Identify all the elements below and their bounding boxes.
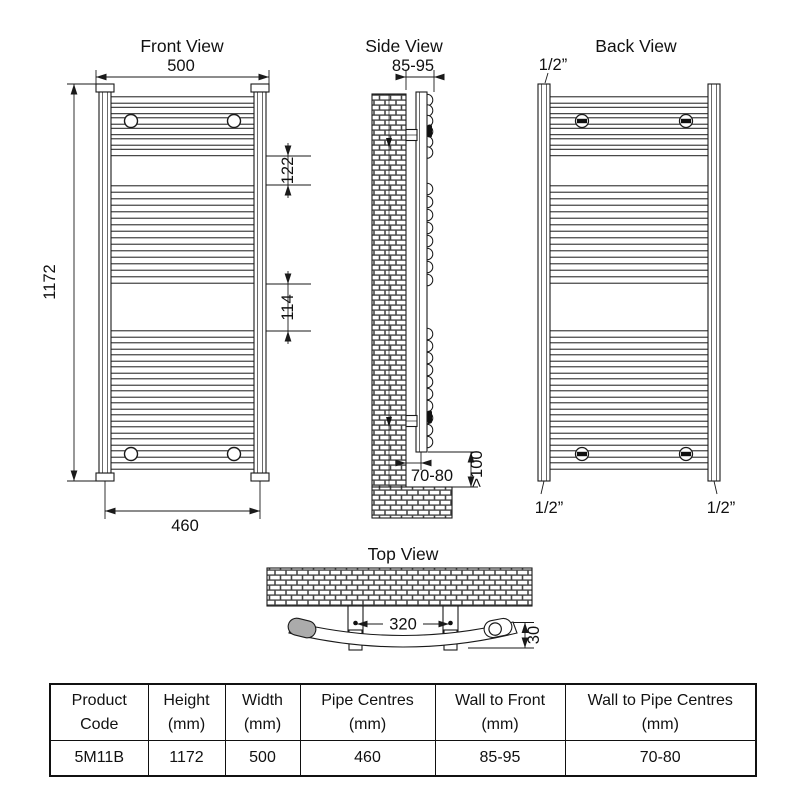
bracket-centre-dot bbox=[353, 621, 358, 626]
dimension-pipe-centres bbox=[105, 481, 260, 535]
towel-bar bbox=[550, 128, 708, 134]
towel-bar bbox=[550, 343, 708, 349]
towel-bar-profile bbox=[427, 235, 433, 247]
fixing-hole bbox=[228, 448, 241, 461]
dim-122-label: 122 bbox=[279, 156, 297, 185]
towel-bar-profile bbox=[427, 147, 433, 159]
dimension-upper-gap bbox=[266, 143, 311, 198]
towel-bar-profile bbox=[427, 400, 433, 412]
header-line: Pipe Centres bbox=[321, 692, 414, 710]
front-view bbox=[41, 36, 311, 535]
tube-cap bbox=[251, 473, 269, 481]
header-product-code bbox=[50, 684, 148, 741]
towel-bar bbox=[111, 186, 254, 192]
header-line: (mm) bbox=[641, 715, 679, 733]
towel-bar bbox=[111, 343, 254, 349]
towel-bar bbox=[550, 186, 708, 192]
towel-bar bbox=[550, 139, 708, 145]
dim-85-95-label: 85-95 bbox=[391, 57, 435, 75]
floor-step bbox=[372, 487, 452, 518]
header-line: Height bbox=[163, 692, 210, 710]
header-line: Width bbox=[242, 692, 283, 710]
value-wall-to-front: 85-95 bbox=[435, 741, 565, 777]
left-end-cap bbox=[286, 616, 317, 639]
spec-value-row bbox=[50, 741, 756, 777]
towel-bar bbox=[111, 331, 254, 337]
spec-header-row bbox=[50, 684, 756, 741]
right-end-cap bbox=[483, 617, 514, 639]
towel-bar bbox=[550, 379, 708, 385]
towel-bar-profile bbox=[427, 183, 433, 195]
towel-bar-profile bbox=[427, 352, 433, 364]
conn-bottom-left-label: 1/2” bbox=[534, 499, 564, 517]
towel-bar bbox=[550, 331, 708, 337]
fixing-hole bbox=[125, 448, 138, 461]
towel-bar bbox=[111, 128, 254, 134]
towel-bar bbox=[111, 277, 254, 283]
towel-bar-profile bbox=[427, 364, 433, 376]
towel-bar bbox=[550, 107, 708, 113]
top-view bbox=[267, 544, 543, 650]
towel-bar bbox=[111, 107, 254, 113]
header-line: (mm) bbox=[243, 715, 282, 733]
towel-bar-profile bbox=[427, 388, 433, 400]
towel-bar bbox=[550, 403, 708, 409]
header-line: Wall to Pipe Centres bbox=[587, 692, 733, 710]
tube-cap bbox=[96, 473, 114, 481]
towel-bar bbox=[550, 463, 708, 469]
fixing-hole bbox=[125, 115, 138, 128]
side-view bbox=[365, 36, 486, 518]
towel-bar-profile bbox=[427, 94, 433, 106]
fixing-hole bbox=[228, 115, 241, 128]
towel-bar-profile bbox=[427, 261, 433, 273]
towel-bar bbox=[111, 379, 254, 385]
towel-bar bbox=[111, 97, 254, 103]
conn-top-left-label: 1/2” bbox=[538, 56, 568, 74]
connection-labels bbox=[535, 56, 735, 517]
front-towel-bars bbox=[111, 97, 254, 469]
header-line: (mm) bbox=[167, 715, 206, 733]
towel-bar bbox=[550, 251, 708, 257]
dimension-bracket-centres bbox=[357, 615, 449, 634]
towel-bar bbox=[550, 264, 708, 270]
vertical-tube-right bbox=[708, 84, 720, 481]
header-wall-to-front bbox=[435, 684, 565, 741]
dim-500-label: 500 bbox=[167, 57, 195, 75]
vertical-tube-left bbox=[99, 92, 111, 473]
header-line: Code bbox=[80, 715, 119, 733]
towel-bar bbox=[550, 199, 708, 205]
towel-bar bbox=[550, 212, 708, 218]
dim-1172-label: 1172 bbox=[41, 264, 59, 300]
towel-bar bbox=[111, 199, 254, 205]
tube-cap bbox=[96, 84, 114, 92]
header-line: (mm) bbox=[481, 715, 519, 733]
header-line: (mm) bbox=[348, 715, 387, 733]
dim-460-label: 460 bbox=[171, 517, 199, 535]
towel-bar bbox=[111, 391, 254, 397]
towel-bar bbox=[550, 149, 708, 155]
towel-bar bbox=[111, 439, 254, 445]
towel-bar bbox=[111, 367, 254, 373]
header-width bbox=[225, 684, 300, 741]
conn-bottom-right-label: 1/2” bbox=[706, 499, 736, 517]
header-height bbox=[148, 684, 225, 741]
towel-bar bbox=[111, 225, 254, 231]
towel-bar bbox=[111, 415, 254, 421]
radiator-side-panel bbox=[416, 92, 427, 452]
back-view bbox=[535, 36, 735, 517]
dim-30-label: 30 bbox=[525, 625, 543, 645]
tube-cap bbox=[251, 84, 269, 92]
towel-bar bbox=[111, 355, 254, 361]
value-pipe-centres: 460 bbox=[300, 741, 435, 777]
dimension-overall-height bbox=[41, 84, 96, 481]
towel-bar bbox=[111, 139, 254, 145]
back-view-title: Back View bbox=[595, 36, 677, 56]
towel-bar bbox=[111, 238, 254, 244]
header-pipe-centres bbox=[300, 684, 435, 741]
front-view-title: Front View bbox=[140, 36, 224, 56]
bracket-clamp bbox=[428, 125, 433, 138]
dim-gt100-label: >100 bbox=[468, 450, 486, 488]
bracket-centre-dot bbox=[448, 621, 453, 626]
back-towel-bars bbox=[550, 97, 708, 469]
towel-bar-profile bbox=[427, 136, 433, 148]
towel-bar-profile bbox=[427, 105, 433, 117]
towel-bar bbox=[111, 212, 254, 218]
value-wall-to-pipe-centres: 70-80 bbox=[565, 741, 756, 777]
towel-bar-profile bbox=[427, 248, 433, 260]
towel-bar bbox=[111, 264, 254, 270]
dim-70-80-label: 70-80 bbox=[410, 467, 454, 485]
towel-bar bbox=[111, 149, 254, 155]
towel-bar-profile bbox=[427, 424, 433, 436]
wall-plan bbox=[267, 568, 532, 606]
towel-bar bbox=[550, 277, 708, 283]
dim-320-label: 320 bbox=[389, 615, 417, 634]
header-line: Product bbox=[71, 692, 127, 710]
towel-bar-profile bbox=[427, 196, 433, 208]
side-view-title: Side View bbox=[365, 36, 443, 56]
towel-bar-profile bbox=[427, 340, 433, 352]
towel-bar bbox=[550, 439, 708, 445]
towel-bar-profile bbox=[427, 274, 433, 286]
spec-table bbox=[49, 683, 757, 777]
dimension-lower-gap bbox=[266, 271, 311, 344]
value-height: 1172 bbox=[148, 741, 225, 777]
towel-bar bbox=[550, 355, 708, 361]
towel-bar bbox=[550, 367, 708, 373]
vertical-tube-left bbox=[538, 84, 550, 481]
dim-114-label: 114 bbox=[279, 294, 297, 321]
value-product-code: 5M11B bbox=[50, 741, 148, 777]
towel-bar bbox=[550, 225, 708, 231]
vertical-tube-right bbox=[254, 92, 266, 473]
towel-bar bbox=[111, 463, 254, 469]
bracket-clamp bbox=[428, 411, 433, 424]
towel-bar-profile bbox=[427, 209, 433, 221]
header-line: Wall to Front bbox=[454, 692, 546, 710]
dimension-overall-width bbox=[96, 57, 269, 84]
towel-bar bbox=[550, 415, 708, 421]
towel-bar-profile bbox=[427, 436, 433, 448]
towel-bar bbox=[550, 427, 708, 433]
towel-bar bbox=[111, 427, 254, 433]
towel-bar bbox=[550, 238, 708, 244]
towel-bar bbox=[550, 391, 708, 397]
value-width: 500 bbox=[225, 741, 300, 777]
towel-bar bbox=[111, 403, 254, 409]
header-wall-to-pipe-centres bbox=[565, 684, 756, 741]
towel-bar bbox=[550, 97, 708, 103]
top-view-title: Top View bbox=[367, 544, 439, 564]
side-bar-profiles bbox=[427, 94, 433, 448]
dimension-wall-to-front bbox=[392, 57, 444, 92]
towel-bar bbox=[111, 251, 254, 257]
towel-bar-profile bbox=[427, 222, 433, 234]
towel-bar-profile bbox=[427, 328, 433, 340]
towel-bar-profile bbox=[427, 376, 433, 388]
